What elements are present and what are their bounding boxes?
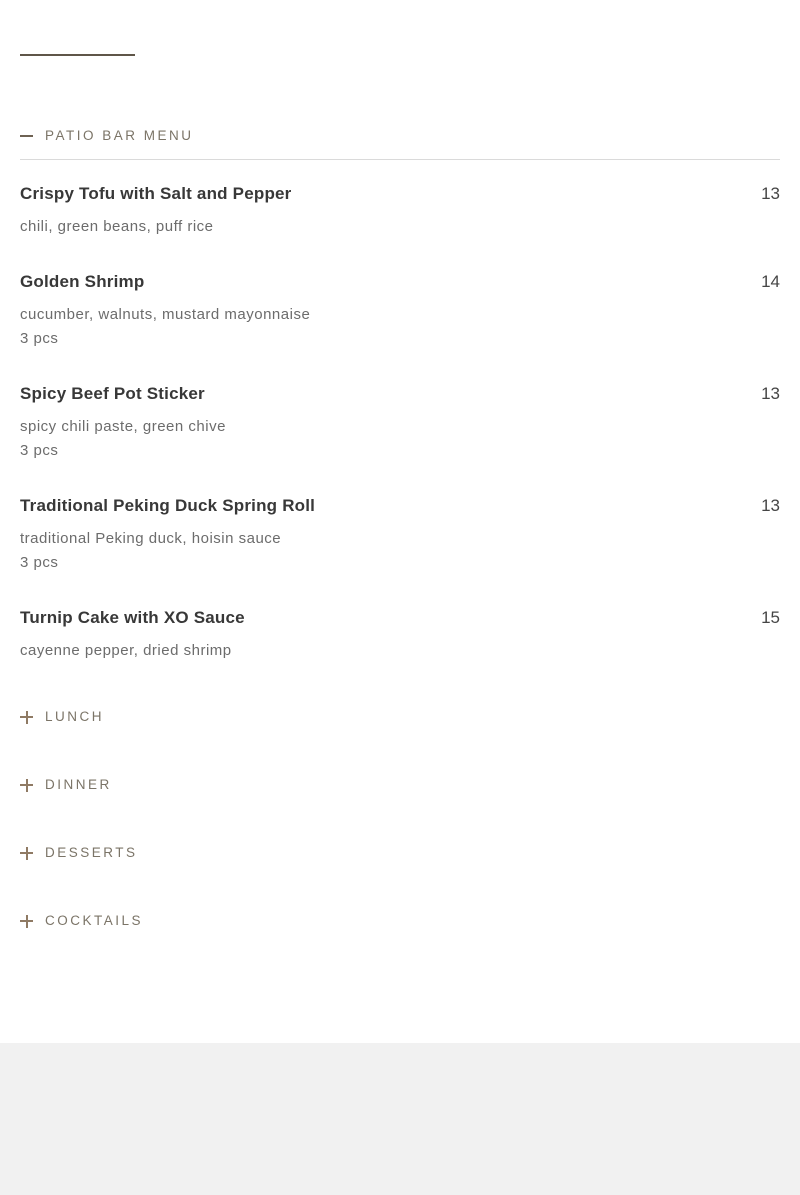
section-label: LUNCH [45, 709, 105, 724]
description-line: cayenne pepper, dried shrimp [20, 642, 232, 659]
section-divider [20, 159, 780, 160]
menu-item [20, 273, 780, 351]
accordion-toggle-cocktails[interactable] [20, 912, 780, 930]
plus-icon [20, 847, 33, 860]
accordion-toggle-dinner[interactable] [20, 776, 780, 794]
menu-item-name: Crispy Tofu with Salt and Pepper [20, 184, 292, 203]
menu-item-description [20, 215, 780, 239]
accordion-toggle-desserts[interactable] [20, 844, 780, 862]
section-label: DINNER [45, 777, 112, 792]
footer-region [0, 1043, 800, 1195]
description-line: spicy chili paste, green chive [20, 418, 226, 435]
section-label: PATIO BAR MENU [45, 128, 194, 143]
section-label: COCKTAILS [45, 913, 144, 928]
accordion-toggle-lunch[interactable] [20, 708, 780, 726]
menu-item [20, 185, 780, 239]
menu-item-description [20, 527, 780, 575]
quantity-line: 3 pcs [20, 330, 59, 347]
menu-item-price: 13 [761, 496, 780, 515]
plus-icon [20, 711, 33, 724]
menu-item-description [20, 639, 780, 663]
menu-item-head [20, 385, 780, 403]
menu-item-name: Spicy Beef Pot Sticker [20, 384, 205, 403]
section-label: DESSERTS [45, 845, 138, 860]
menu-item-name: Golden Shrimp [20, 272, 145, 291]
menu-item-head [20, 609, 780, 627]
menu-item-description [20, 415, 780, 463]
menu-item-price: 13 [761, 184, 780, 203]
menu-item-price: 13 [761, 384, 780, 403]
menu-item [20, 609, 780, 663]
menu-item-price: 15 [761, 608, 780, 627]
menu-item-head [20, 273, 780, 291]
menu-item-description [20, 303, 780, 351]
menu-content [0, 54, 800, 930]
accordion-toggle-patio-bar-menu[interactable] [20, 127, 780, 145]
menu-item-name: Turnip Cake with XO Sauce [20, 608, 245, 627]
decorative-rule [20, 54, 135, 56]
accordion-group [20, 708, 780, 930]
menu-item-head [20, 497, 780, 515]
menu-item-price: 14 [761, 272, 780, 291]
menu-item [20, 385, 780, 463]
plus-icon [20, 915, 33, 928]
quantity-line: 3 pcs [20, 442, 59, 459]
description-line: chili, green beans, puff rice [20, 218, 214, 235]
plus-icon [20, 779, 33, 792]
description-line: traditional Peking duck, hoisin sauce [20, 530, 282, 547]
minus-icon [20, 135, 33, 137]
menu-item-list [20, 185, 780, 663]
quantity-line: 3 pcs [20, 554, 59, 571]
description-line: cucumber, walnuts, mustard mayonnaise [20, 306, 311, 323]
menu-item-name: Traditional Peking Duck Spring Roll [20, 496, 316, 515]
menu-item-head [20, 185, 780, 203]
menu-item [20, 497, 780, 575]
